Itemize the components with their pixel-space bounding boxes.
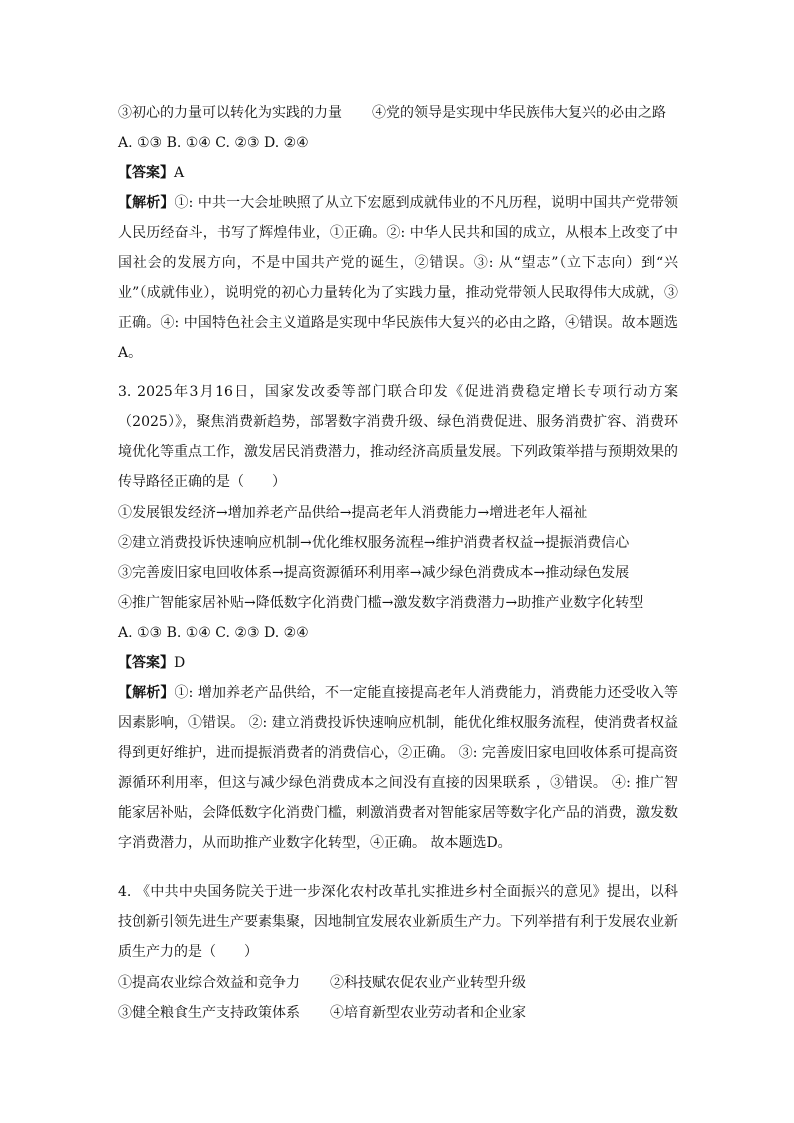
q3-option-1: ①发展银发经济→增加养老产品供给→提高老年人消费能力→增进老年人福祉 (118, 505, 588, 521)
q2-answer-label: 【答案】 (118, 165, 174, 181)
q3-analysis-text: ①: 增加养老产品供给，不一定能直接提高老年人消费能力，消费能力还受收入等因素影响，①错误。 ②: 建立消费投诉快速响应机制，能优化维权服务流程，使消费者权益得到更好维护，进而提振消费者的消费信心，②正确。 ③: 完善废旧家电回收体系可提高资源循环利用率，但这与减少绿色消费成本之间没有直接的因果联系 ，③错误。 ④: 推广智能家居补贴，会降低数字化消费门槛，刺激消费者对智能家居等数字化产品的消费，激发数字消费潜力，从而助推产业数字化转型，④正确。 故本题选D。 (118, 685, 678, 851)
q3-analysis-label: 【解析】 (118, 685, 175, 701)
q2-option-4: ④党的领导是实现中华民族伟大复兴的必由之路 (372, 105, 666, 121)
q4-option-4: ④培育新型农业劳动者和企业家 (330, 1005, 526, 1021)
q3-option-2: ②建立消费投诉快速响应机制→优化维权服务流程→维护消费者权益→提振消费信心 (118, 535, 630, 551)
q4-stem: 4. 《中共中央国务院关于进一步深化农村改革扎实推进乡村全面振兴的意见》提出，以科技创新引领先进生产要素集聚，因地制宜发展农业新质生产力。下列举措有利于发展农业新质生产力的是（ ） (118, 884, 678, 960)
question-3-section (118, 377, 678, 858)
q2-analysis (118, 188, 678, 368)
q4-options-row-1 (118, 973, 678, 1003)
q2-analysis-text: ①: 中共一大会址映照了从立下宏愿到成就伟业的不凡历程，说明中国共产党带领人民历经奋斗，书写了辉煌伟业，①正确。②: 中华人民共和国的成立，从根本上改变了中国社会的发展方向，不是中国共产党的诞生，②错误。③: 从“望志”（立下志向）到“兴业”（成就伟业），说明党的初心力量转化为了实践力量，推动党带领人民取得伟大成就，③正确。④: 中国特色社会主义道路是实现中华民族伟大复兴的必由之路，④错误。故本题选A。 (118, 195, 678, 361)
question-2-section (118, 103, 678, 368)
q4-option-2: ②科技赋农促农业产业转型升级 (330, 975, 526, 991)
q3-answer-label: 【答案】 (118, 655, 174, 671)
q4-option-3: ③健全粮食生产支持政策体系 (118, 1005, 300, 1021)
q3-option-4: ④推广智能家居补贴→降低数字化消费门槛→激发数字消费潜力→助推产业数字化转型 (118, 595, 644, 611)
q2-answer-value: A (174, 165, 185, 181)
q3-analysis (118, 678, 678, 858)
question-4-section (118, 877, 678, 1033)
q3-stem: 3. 2025年3月16日，国家发改委等部门联合印发《促进消费稳定增长专项行动方案（2025）》，聚焦消费新趋势，部署数字消费升级、绿色消费促进、服务消费扩容、消费环境优化等重点工作，激发居民消费潜力，推动经济高质量发展。下列政策举措与预期效果的传导路径正确的是（ ） (118, 384, 678, 490)
q2-choices: A. ①③ B. ①④ C. ②③ D. ②④ (118, 135, 309, 151)
q3-option-3: ③完善废旧家电回收体系→提高资源循环利用率→减少绿色消费成本→推动绿色发展 (118, 565, 630, 581)
q2-option-3: ③初心的力量可以转化为实践的力量 (118, 105, 342, 121)
q2-options-row (118, 103, 678, 133)
q3-answer-value: D (174, 655, 186, 671)
q4-option-1: ①提高农业综合效益和竞争力 (118, 975, 300, 991)
q2-analysis-label: 【解析】 (118, 195, 175, 211)
q4-options-row-2 (118, 1003, 678, 1033)
q3-choices: A. ①③ B. ①④ C. ②③ D. ②④ (118, 625, 309, 641)
